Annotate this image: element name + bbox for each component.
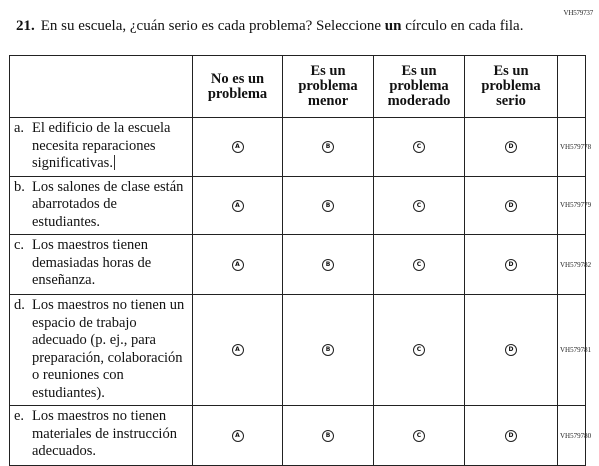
response-bubble-c[interactable]: C xyxy=(413,141,425,153)
row-statement xyxy=(10,118,193,177)
response-bubble-c[interactable]: C xyxy=(413,344,425,356)
question-text-before: En su escuela, ¿cuán serio es cada problema? Seleccione xyxy=(40,18,385,34)
response-cell[interactable] xyxy=(374,235,465,295)
table-row xyxy=(10,118,586,177)
response-cell[interactable] xyxy=(374,118,465,177)
header-row xyxy=(10,56,586,118)
response-grid xyxy=(9,55,592,466)
response-bubble-c[interactable]: C xyxy=(413,430,425,442)
response-cell[interactable] xyxy=(283,235,374,295)
response-bubble-a[interactable]: A xyxy=(232,430,244,442)
response-bubble-a[interactable]: A xyxy=(232,344,244,356)
response-cell[interactable] xyxy=(193,176,283,235)
row-statement xyxy=(10,176,193,235)
row-text: Los maestros no tienen un espacio de trabajo adecuado (p. ej., para preparación, colaboración o reuniones con estudiantes). xyxy=(32,297,185,401)
response-cell[interactable] xyxy=(193,406,283,466)
response-cell[interactable] xyxy=(283,295,374,406)
row-statement xyxy=(10,295,193,406)
response-cell[interactable] xyxy=(283,176,374,235)
row-text-content: El edificio de la escuela necesita reparaciones significativas. xyxy=(32,120,171,171)
column-header-line: problema xyxy=(389,78,449,94)
header-blank xyxy=(10,56,193,118)
row-code: VH579779 xyxy=(558,176,586,235)
response-bubble-d[interactable]: D xyxy=(505,259,517,271)
response-cell[interactable] xyxy=(193,118,283,177)
row-statement xyxy=(10,235,193,295)
response-cell[interactable] xyxy=(465,295,558,406)
column-header-line: No es un xyxy=(210,70,265,87)
column-header-line: menor xyxy=(307,93,349,109)
row-text: Los maestros tienen demasiadas horas de enseñanza. xyxy=(32,237,152,288)
response-bubble-b[interactable]: B xyxy=(322,259,334,271)
response-bubble-c[interactable]: C xyxy=(413,259,425,271)
row-letter: b. xyxy=(14,178,25,195)
question-text-after: círculo en cada fila. xyxy=(401,18,524,34)
column-header-not-a-problem xyxy=(193,56,283,118)
row-letter: c. xyxy=(14,237,25,253)
question-code: VH579737 xyxy=(563,9,593,17)
row-letter: a. xyxy=(14,120,25,136)
response-bubble-d[interactable]: D xyxy=(505,344,517,356)
column-header-minor-problem xyxy=(283,56,374,118)
response-cell[interactable] xyxy=(283,406,374,466)
column-header-line: problema serio xyxy=(481,78,541,109)
header-code-blank xyxy=(558,56,586,118)
response-cell[interactable] xyxy=(465,406,558,466)
question-emphasis: un xyxy=(384,18,402,34)
response-bubble-b[interactable]: B xyxy=(322,344,334,356)
row-text: Los maestros no tienen materiales de instrucción adecuados. xyxy=(32,408,177,459)
response-cell[interactable] xyxy=(283,118,374,177)
response-cell[interactable] xyxy=(374,295,465,406)
column-header-line: moderado xyxy=(387,93,451,109)
column-header-line: Es un xyxy=(493,63,529,79)
row-text: Los salones de clase están abarrotados de estudiantes. xyxy=(32,178,184,230)
row-letter: d. xyxy=(14,297,25,313)
row-code: VH579778 xyxy=(558,118,586,177)
response-bubble-b[interactable]: B xyxy=(322,430,334,442)
row-letter: e. xyxy=(14,408,25,424)
question-prompt xyxy=(16,17,559,35)
response-cell[interactable] xyxy=(374,406,465,466)
response-bubble-d[interactable]: D xyxy=(505,430,517,442)
response-bubble-a[interactable]: A xyxy=(232,200,244,212)
table-row xyxy=(10,235,586,295)
question-number: 21. xyxy=(16,18,35,34)
response-cell[interactable] xyxy=(465,235,558,295)
column-header-line: Es un xyxy=(310,63,346,79)
response-cell[interactable] xyxy=(465,176,558,235)
response-bubble-a[interactable]: A xyxy=(232,141,244,153)
response-bubble-a[interactable]: A xyxy=(232,259,244,271)
column-header-line: Es un xyxy=(401,63,437,79)
text-cursor xyxy=(114,155,115,170)
response-bubble-d[interactable]: D xyxy=(505,200,517,212)
response-bubble-c[interactable]: C xyxy=(413,200,425,212)
response-cell[interactable] xyxy=(465,118,558,177)
response-cell[interactable] xyxy=(193,235,283,295)
table-row xyxy=(10,295,586,406)
response-cell[interactable] xyxy=(193,295,283,406)
column-header-serious-problem xyxy=(465,56,558,118)
table-row xyxy=(10,406,586,466)
row-statement xyxy=(10,406,193,466)
column-header-line: problema xyxy=(207,85,268,102)
response-bubble-b[interactable]: B xyxy=(322,200,334,212)
row-text xyxy=(32,120,188,173)
column-header-moderate-problem xyxy=(374,56,465,118)
response-bubble-b[interactable]: B xyxy=(322,141,334,153)
response-cell[interactable] xyxy=(374,176,465,235)
response-bubble-d[interactable]: D xyxy=(505,141,517,153)
column-header-line: problema xyxy=(298,78,358,94)
row-code: VH579782 xyxy=(558,235,586,295)
table-row xyxy=(10,176,586,235)
row-code: VH579780 xyxy=(558,406,586,466)
row-code: VH579781 xyxy=(558,295,586,406)
